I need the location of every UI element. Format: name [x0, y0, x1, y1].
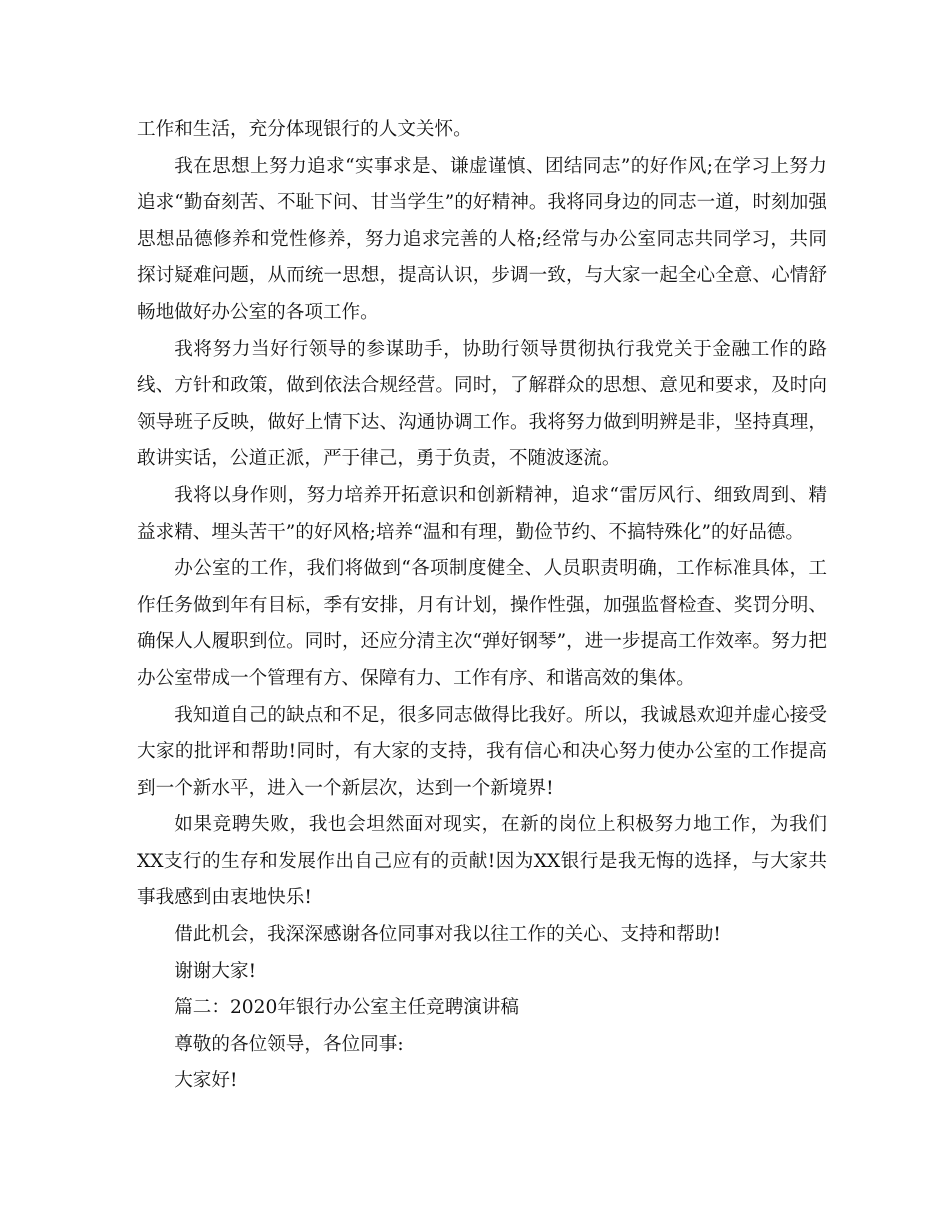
- paragraph-shortcomings: 我知道自己的缺点和不足，很多同志做得比我好。所以，我诚恳欢迎并虚心接受大家的批评和帮助!同时，有大家的支持，我有信心和决心努力使办公室的工作提高到一个新水平，进入一个新层次，达到一个新境界!: [137, 704, 827, 799]
- greeting: 大家好!: [174, 1070, 238, 1092]
- paragraph-if-fail: 如果竞聘失败，我也会坦然面对现实，在新的岗位上积极努力地工作，为我们XX支行的生存和发展作出自己应有的贡献!因为XX银行是我无悔的选择，与大家共事我感到由衷地快乐!: [137, 814, 827, 909]
- document-body: [137, 112, 827, 1100]
- paragraph-continuation: 工作和生活，充分体现银行的人文关怀。: [137, 119, 472, 140]
- paragraph-staff-assistant: 我将努力当好行领导的参谋助手，协助行领导贯彻执行我党关于金融工作的路线、方针和政策，做到依法合规经营。同时，了解群众的思想、意见和要求，及时向领导班子反映，做好上情下达、沟通协调工作。我将努力做到明辨是非，坚持真理，敢讲实话，公道正派，严于律己，勇于负责，不随波逐流。: [137, 338, 827, 470]
- section-heading: 篇二：2020年银行办公室主任竞聘演讲稿: [174, 997, 520, 1019]
- paragraph-lead-by-example: 我将以身作则，努力培养开拓意识和创新精神，追求“雷厉风行、细致周到、精益求精、埋头苦干”的好风格;培养“温和有理，勤俭节约、不搞特殊化”的好品德。: [137, 484, 827, 543]
- paragraph-work-style: 我在思想上努力追求“实事求是、谦虚谨慎、团结同志”的好作风;在学习上努力追求“勤奋刻苦、不耻下问、甘当学生”的好精神。我将同身边的同志一道，时刻加强思想品德修养和党性修养，努力追求完善的人格;经常与办公室同志共同学习，共同探讨疑难问题，从而统一思想，提高认识，步调一致，与大家一起全心全意、心情舒畅地做好办公室的各项工作。: [137, 155, 827, 323]
- paragraph-thanks-colleagues: 借此机会，我深深感谢各位同事对我以往工作的关心、支持和帮助!: [174, 924, 721, 946]
- paragraph-thank-you: 谢谢大家!: [174, 960, 257, 982]
- salutation: 尊敬的各位领导，各位同事:: [174, 1033, 404, 1055]
- paragraph-office-work: 办公室的工作，我们将做到“各项制度健全、人员职责明确，工作标准具体，工作任务做到年有目标，季有安排，月有计划，操作性强，加强监督检查、奖罚分明、确保人人履职到位。同时，还应分清主次“弹好钢琴”，进一步提高工作效率。努力把办公室带成一个管理有方、保障有力、工作有序、和谐高效的集体。: [137, 558, 827, 689]
